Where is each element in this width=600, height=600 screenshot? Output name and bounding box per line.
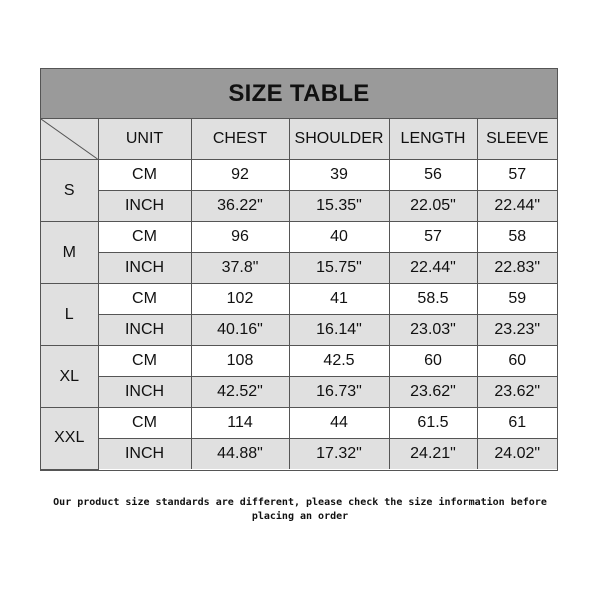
unit-cell: INCH (98, 191, 191, 222)
sleeve-cell: 60 (477, 346, 557, 377)
header-shoulder: SHOULDER (289, 119, 389, 160)
unit-cell: INCH (98, 315, 191, 346)
size-label: S (41, 160, 98, 222)
shoulder-cell: 39 (289, 160, 389, 191)
table-row (41, 191, 557, 222)
size-table (40, 68, 558, 471)
table-title-bar (41, 69, 557, 119)
size-label: L (41, 284, 98, 346)
header-unit: UNIT (98, 119, 191, 160)
shoulder-cell: 41 (289, 284, 389, 315)
chest-cell: 42.52" (191, 377, 289, 408)
length-cell: 23.62" (389, 377, 477, 408)
chest-cell: 108 (191, 346, 289, 377)
table-row (41, 284, 557, 315)
chest-cell: 40.16" (191, 315, 289, 346)
corner-cell (41, 119, 98, 160)
shoulder-cell: 44 (289, 408, 389, 439)
sleeve-cell: 23.23" (477, 315, 557, 346)
shoulder-cell: 15.35" (289, 191, 389, 222)
chest-cell: 36.22" (191, 191, 289, 222)
table-row (41, 346, 557, 377)
header-sleeve: SLEEVE (477, 119, 557, 160)
shoulder-cell: 40 (289, 222, 389, 253)
unit-cell: CM (98, 408, 191, 439)
length-cell: 60 (389, 346, 477, 377)
header-length: LENGTH (389, 119, 477, 160)
length-cell: 22.44" (389, 253, 477, 284)
length-cell: 58.5 (389, 284, 477, 315)
size-label: M (41, 222, 98, 284)
sleeve-cell: 22.83" (477, 253, 557, 284)
table-row (41, 439, 557, 470)
shoulder-cell: 42.5 (289, 346, 389, 377)
length-cell: 57 (389, 222, 477, 253)
length-cell: 61.5 (389, 408, 477, 439)
table-row (41, 222, 557, 253)
shoulder-cell: 15.75" (289, 253, 389, 284)
length-cell: 22.05" (389, 191, 477, 222)
sleeve-cell: 61 (477, 408, 557, 439)
shoulder-cell: 16.73" (289, 377, 389, 408)
header-row (41, 119, 557, 160)
size-label: XL (41, 346, 98, 408)
table-row (41, 408, 557, 439)
sleeve-cell: 23.62" (477, 377, 557, 408)
sleeve-cell: 22.44" (477, 191, 557, 222)
chest-cell: 96 (191, 222, 289, 253)
sleeve-cell: 24.02" (477, 439, 557, 470)
length-cell: 24.21" (389, 439, 477, 470)
unit-cell: INCH (98, 377, 191, 408)
sleeve-cell: 59 (477, 284, 557, 315)
unit-cell: CM (98, 346, 191, 377)
chest-cell: 102 (191, 284, 289, 315)
sleeve-cell: 58 (477, 222, 557, 253)
sleeve-cell: 57 (477, 160, 557, 191)
size-label: XXL (41, 408, 98, 470)
length-cell: 23.03" (389, 315, 477, 346)
unit-cell: CM (98, 284, 191, 315)
table-row (41, 253, 557, 284)
length-cell: 56 (389, 160, 477, 191)
table-row (41, 377, 557, 408)
table-row (41, 160, 557, 191)
chest-cell: 114 (191, 408, 289, 439)
unit-cell: INCH (98, 439, 191, 470)
shoulder-cell: 16.14" (289, 315, 389, 346)
table-row (41, 315, 557, 346)
footer-note: Our product size standards are different, please check the size information before placing an order (53, 497, 547, 522)
unit-cell: CM (98, 160, 191, 191)
table-title: SIZE TABLE (228, 79, 370, 107)
header-chest: CHEST (191, 119, 289, 160)
shoulder-cell: 17.32" (289, 439, 389, 470)
unit-cell: INCH (98, 253, 191, 284)
chest-cell: 92 (191, 160, 289, 191)
chest-cell: 44.88" (191, 439, 289, 470)
diagonal-line (41, 119, 98, 159)
unit-cell: CM (98, 222, 191, 253)
size-grid (41, 119, 557, 470)
chest-cell: 37.8" (191, 253, 289, 284)
